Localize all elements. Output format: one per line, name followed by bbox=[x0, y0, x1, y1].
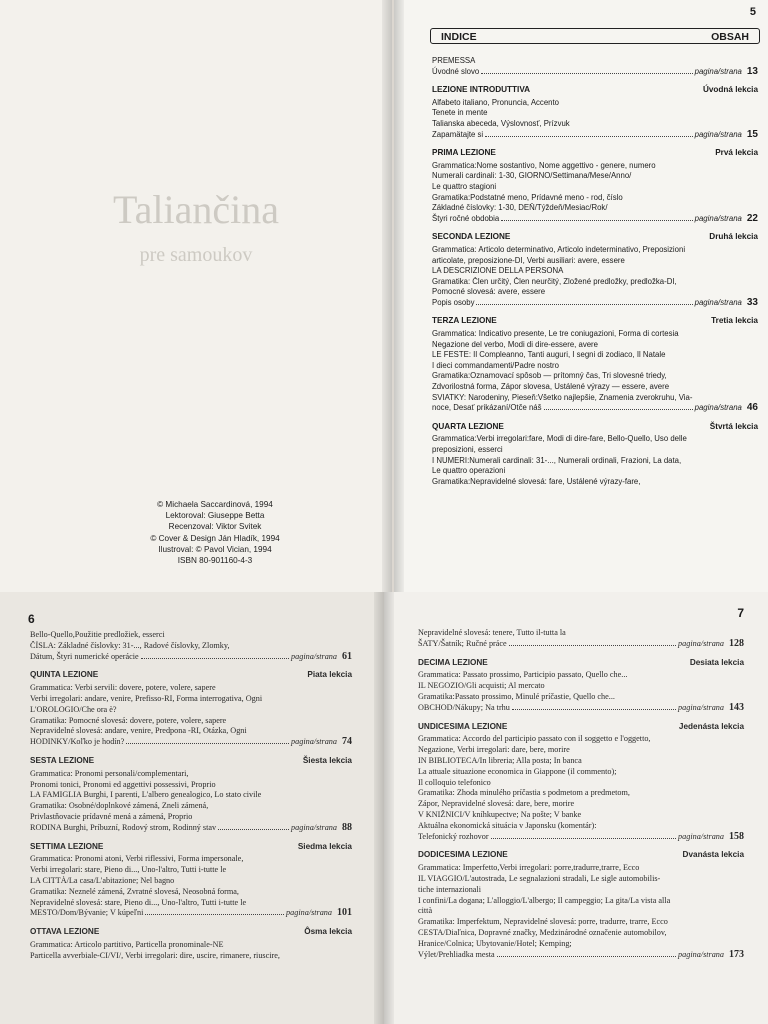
content-line: Nepravidelné slovesá: andare, venire, Predpona -RI, Otázka, Ogni bbox=[30, 726, 247, 736]
content-line: L'OROLOGIO/Che ora è? bbox=[30, 704, 117, 714]
index-header bbox=[430, 28, 760, 44]
lesson-heading bbox=[418, 722, 744, 733]
page-ref-number: 128 bbox=[729, 637, 744, 649]
lesson-title-it: QUINTA LEZIONE bbox=[30, 670, 99, 680]
toc-section bbox=[418, 658, 744, 714]
content-line: Grammatica: Pronomi atoni, Verbi riflessivi, Forma impersonale, bbox=[30, 854, 244, 864]
dot-leader bbox=[509, 645, 676, 646]
content-line: SVIATKY: Narodeniny, Pieseň:Všetko najlepšie, Znamenia zverokruhu, Via- bbox=[432, 392, 693, 402]
copyright-credits bbox=[120, 499, 310, 566]
lesson-heading bbox=[30, 842, 352, 853]
content-line: Zápor, Nepravidelné slovesá: dare, bere, morire bbox=[418, 799, 575, 809]
table-of-contents bbox=[418, 628, 744, 960]
content-line: Le quattro stagioni bbox=[432, 181, 497, 191]
content-line: Negazione, Verbi irregolari: dare, bere, morire bbox=[418, 745, 570, 755]
content-line: Gramatika: Imperfektum, Nepravidelné slovesá: porre, tradurre, trarre, Ecco bbox=[418, 917, 668, 927]
reference-text: Popis osoby bbox=[432, 297, 475, 307]
page-gutter bbox=[394, 0, 404, 592]
page-gutter bbox=[374, 592, 384, 1024]
lesson-heading bbox=[432, 316, 758, 327]
page-reference bbox=[418, 950, 744, 961]
content-line: Privlastňovacie prídavné mená a zámená, Proprio bbox=[30, 811, 193, 821]
index-header-left: INDICE bbox=[441, 31, 477, 43]
page-number: 6 bbox=[28, 612, 35, 626]
lesson-title-sk: Jedenásta lekcia bbox=[678, 721, 744, 731]
toc-section bbox=[432, 85, 758, 140]
lesson-title-it: PRIMA LEZIONE bbox=[432, 148, 496, 158]
page-label: pagina/strana bbox=[678, 949, 724, 959]
content-line: Gramatika: Neznelé zámená, Zvratné slovesá, Neosobná forma, bbox=[30, 886, 239, 896]
dot-leader bbox=[141, 658, 289, 659]
page-reference bbox=[418, 639, 744, 650]
toc-section bbox=[432, 148, 758, 224]
credit-line: © Michaela Saccardinová, 1994 bbox=[157, 500, 273, 509]
content-line: Grammatica: Pronomi personali/complementari, bbox=[30, 768, 189, 778]
page-ref-number: 173 bbox=[729, 948, 744, 960]
lesson-title-sk: Úvodná lekcia bbox=[702, 85, 758, 95]
content-line: Particella avverbiale-CI/VI/, Verbi irregolari: dire, uscire, rimanere, riuscire, bbox=[30, 950, 280, 960]
lesson-heading bbox=[418, 850, 744, 861]
lesson-title-sk: Desiata lekcia bbox=[689, 657, 744, 667]
content-line: LA DESCRIZIONE DELLA PERSONA bbox=[432, 266, 564, 276]
show-through-subtitle: pre samoukov bbox=[139, 244, 253, 266]
page-label: pagina/strana bbox=[291, 737, 337, 747]
page-reference bbox=[432, 214, 758, 225]
dot-leader bbox=[481, 73, 692, 74]
dot-leader bbox=[476, 304, 692, 305]
content-line: Verbi irregolari: andare, venire, Prefisso-RI, Forma interrogativa, Ogni bbox=[30, 693, 263, 703]
page-label: pagina/strana bbox=[694, 403, 742, 413]
content-line: Verbi irregolari: stare, Pieno di..., Uno-l'altro, Tutti i-tutte le bbox=[30, 865, 227, 875]
content-line: Grammatica: Indicativo presente, Le tre coniugazioni, Forma di cortesia bbox=[432, 329, 679, 339]
content-line: Gramatika:Oznamovací spôsob — prítomný čas, Tri slovesné triedy, bbox=[432, 371, 667, 381]
page-label: pagina/strana bbox=[678, 638, 724, 648]
page-ref-number: 13 bbox=[746, 65, 758, 77]
content-line: Bello-Quello,Použitie predložiek, esserci bbox=[30, 630, 165, 639]
content-line: tiche internazionali bbox=[418, 884, 481, 894]
lesson-heading bbox=[30, 670, 352, 681]
toc-section bbox=[432, 316, 758, 413]
page-ref-number: 158 bbox=[729, 830, 744, 842]
content-line: Grammatica: Verbi servili: dovere, potere, volere, sapere bbox=[30, 683, 216, 693]
page-reference bbox=[418, 832, 744, 843]
content-line: Grammatica: Imperfetto,Verbi irregolari: porre,tradurre,trarre, Ecco bbox=[418, 863, 640, 873]
lesson-title-it: SESTA LEZIONE bbox=[30, 755, 95, 765]
page-7 bbox=[384, 592, 768, 1024]
lesson-heading bbox=[418, 658, 744, 669]
page-label: pagina/strana bbox=[678, 702, 724, 712]
credit-line: Lektoroval: Giuseppe Betta bbox=[165, 511, 265, 521]
dot-leader bbox=[126, 743, 289, 744]
toc-section bbox=[30, 927, 352, 961]
reference-text: MESTO/Dom/Bývanie; V kúpeľni bbox=[30, 908, 144, 918]
table-of-contents bbox=[432, 56, 758, 487]
content-line: V KNIŽNICI/V kníhkupectve; Na pošte; V banke bbox=[418, 809, 582, 819]
lesson-heading bbox=[432, 232, 758, 243]
content-line: preposizioni, esserci bbox=[432, 445, 503, 454]
dot-leader bbox=[497, 956, 676, 957]
content-line: Grammatica: Articolo determinativo, Articolo indeterminativo, Preposizioni bbox=[432, 244, 686, 254]
lesson-title-it: SECONDA LEZIONE bbox=[432, 232, 511, 242]
page-reference bbox=[30, 737, 352, 748]
content-line: Nepravidelné slovesá: stare, Pieno di..., Uno-l'altro, Tutti i-tutte le bbox=[30, 897, 247, 907]
lesson-title-it: DECIMA LEZIONE bbox=[418, 657, 488, 667]
page-reference bbox=[30, 908, 352, 919]
lesson-heading bbox=[30, 756, 352, 767]
credit-line: Ilustroval: © Pavol Vician, 1994 bbox=[158, 544, 272, 554]
page-ref-number: 46 bbox=[746, 402, 758, 414]
page-ref-number: 61 bbox=[342, 650, 352, 662]
reference-text: Zapamätajte si bbox=[432, 129, 484, 139]
toc-section bbox=[432, 422, 758, 488]
content-line: IL NEGOZIO/Gli acquisti; Al mercato bbox=[418, 681, 545, 691]
content-line: Il colloquio telefonico bbox=[418, 777, 491, 787]
content-line: Gramatika:Passato prossimo, Minulé príčastie, Quello che... bbox=[418, 691, 615, 701]
dot-leader bbox=[512, 709, 676, 710]
toc-section bbox=[30, 756, 352, 834]
page-6 bbox=[0, 592, 384, 1024]
reference-text: Štyri ročné obdobia bbox=[432, 213, 500, 223]
content-line: Grammatica:Verbi irregolari:fare, Modi di dire-fare, Bello-Quello, Uso delle bbox=[432, 434, 687, 444]
content-line: Nepravidelné slovesá: tenere, Tutto il-tutta la bbox=[418, 628, 566, 637]
toc-section bbox=[30, 842, 352, 920]
page-reference bbox=[30, 652, 352, 663]
content-line: LA CITTÀ/La casa/L'abitazione; Nel bagno bbox=[30, 875, 175, 885]
isbn: ISBN 80-901160-4-3 bbox=[177, 556, 253, 566]
page-gutter bbox=[382, 0, 392, 592]
content-line: Talianska abeceda, Výslovnosť, Prízvuk bbox=[432, 118, 570, 128]
lesson-title-sk: Piata lekcia bbox=[307, 670, 352, 680]
content-line: IL VIAGGIO/L'autostrada, Le segnalazioni stradali, Le sigle automobilis- bbox=[418, 873, 661, 883]
credit-line: © Cover & Design Ján Hladík, 1994 bbox=[150, 533, 280, 543]
dot-leader bbox=[145, 914, 284, 915]
page-reference bbox=[432, 403, 758, 414]
reference-text: HODINKY/Koľko je hodín? bbox=[30, 737, 125, 747]
lesson-title-it: DODICESIMA LEZIONE bbox=[418, 850, 508, 860]
content-line: LE FESTE: Il Compleanno, Tanti auguri, I segni di zodiaco, Il Natale bbox=[432, 350, 666, 360]
content-line: Pomocné slovesá: avere, essere bbox=[432, 287, 546, 297]
content-line: Základné číslovky: 1-30, DEŇ/Týždeň/Mesiac/Rok/ bbox=[432, 203, 608, 213]
reference-text: Dátum, Štyri numerické operácie bbox=[30, 651, 139, 661]
reference-text: noce, Desať prikázaní/Otče náš bbox=[432, 403, 542, 413]
page-reference bbox=[432, 130, 758, 141]
show-through-title: Taliančina bbox=[113, 187, 279, 232]
reference-text: RODINA Burghi, Príbuzní, Rodový strom, Rodinný stav bbox=[30, 822, 217, 832]
content-line: Gramatika: Osobné/doplnkové zámená, Zneli zámená, bbox=[30, 801, 209, 811]
content-line: Aktuálna ekonomická situácia v Japonsku (komentár): bbox=[418, 820, 597, 830]
lesson-title-it: UNDICESIMA LEZIONE bbox=[418, 721, 508, 731]
content-line: Tenete in mente bbox=[432, 108, 488, 118]
reference-text: Úvodné slovo bbox=[432, 66, 480, 76]
content-line: I NUMERI:Numerali cardinali: 31-..., Numerali ordinali, Frazioni, La data, bbox=[432, 455, 682, 465]
reference-text: ŠATY/Šatník; Ručné práce bbox=[418, 638, 507, 648]
lesson-title-sk: Tretia lekcia bbox=[711, 316, 758, 326]
content-line: I confini/La dogana; L'alloggio/L'albergo; Il campeggio; La gita/La vista alla bbox=[418, 895, 671, 905]
toc-section bbox=[30, 630, 352, 662]
lesson-heading bbox=[30, 927, 352, 938]
reference-text: Telefonický rozhovor bbox=[418, 831, 489, 841]
toc-section bbox=[418, 722, 744, 843]
content-line: Gramatika: Pomocné slovesá: dovere, potere, volere, sapere bbox=[30, 715, 227, 725]
lesson-title-it: OTTAVA LEZIONE bbox=[30, 927, 100, 937]
page-label: pagina/strana bbox=[694, 297, 742, 307]
content-line: Pronomi tonici, Pronomi ed aggettivi possessivi, Proprio bbox=[30, 779, 216, 789]
lesson-title-it: QUARTA LEZIONE bbox=[432, 421, 504, 431]
page-label: pagina/strana bbox=[291, 822, 337, 832]
page-reference bbox=[30, 823, 352, 834]
lesson-title-it: TERZA LEZIONE bbox=[432, 316, 497, 326]
page-4 bbox=[0, 0, 392, 592]
content-line: Zdvorilostná forma, Zápor slovesa, Ustálené výrazy — essere, avere bbox=[432, 382, 670, 392]
page-label: pagina/strana bbox=[694, 213, 742, 223]
page-reference bbox=[432, 298, 758, 309]
lesson-title-sk: Šiesta lekcia bbox=[302, 755, 352, 765]
content-line: IN BIBLIOTECA/In libreria; Alla posta; In banca bbox=[418, 755, 582, 765]
credit-line: Recenzoval: Viktor Svitek bbox=[168, 522, 262, 532]
page-label: pagina/strana bbox=[694, 66, 742, 76]
page-reference bbox=[418, 703, 744, 714]
content-line: città bbox=[418, 906, 433, 916]
page-ref-number: 33 bbox=[746, 296, 758, 308]
content-line: Gramatika:Nepravidelné slovesá: fare, Ustálené výrazy-fare, bbox=[432, 476, 641, 486]
content-line: Grammatica: Passato prossimo, Participio passato, Quello che... bbox=[418, 670, 628, 680]
page-gutter bbox=[384, 592, 394, 1024]
content-line: Grammatica:Nome sostantivo, Nome aggettivo - genere, numero bbox=[432, 160, 656, 170]
content-line: Le quattro operazioni bbox=[432, 466, 506, 476]
page-ref-number: 74 bbox=[342, 736, 352, 748]
page-ref-number: 143 bbox=[729, 701, 744, 713]
lesson-title-it: LEZIONE INTRODUTTIVA bbox=[432, 85, 531, 95]
dot-leader bbox=[485, 136, 692, 137]
page-label: pagina/strana bbox=[678, 831, 724, 841]
lesson-title-sk: Siedma lekcia bbox=[297, 841, 352, 851]
content-line: I dieci commandamenti/Padre nostro bbox=[432, 360, 559, 370]
page-label: pagina/strana bbox=[694, 129, 742, 139]
page-number: 7 bbox=[737, 606, 744, 620]
lesson-title-sk: Dvanásta lekcia bbox=[682, 850, 744, 860]
toc-section bbox=[30, 670, 352, 748]
content-line: CESTA/Diaľnica, Dopravné značky, Medzinárodné označenie automobilov, bbox=[418, 927, 667, 937]
page-ref-number: 15 bbox=[746, 128, 758, 140]
page-ref-number: 101 bbox=[337, 907, 352, 919]
table-of-contents bbox=[30, 630, 352, 962]
lesson-title-sk: Ôsma lekcia bbox=[304, 927, 352, 937]
dot-leader bbox=[218, 829, 289, 830]
page-5 bbox=[394, 0, 768, 592]
toc-section bbox=[418, 850, 744, 960]
content-line: Gramatika: Zhoda minulého príčastia s podmetom a predmetom, bbox=[418, 788, 630, 798]
lesson-heading bbox=[432, 422, 758, 433]
reference-text: Výlet/Prehliadka mesta bbox=[418, 949, 495, 959]
content-line: Negazione del verbo, Modi di dire-essere, avere bbox=[432, 339, 598, 349]
content-line: LA FAMIGLIA Burghi, I parenti, L'albero genealogico, Lo stato civile bbox=[30, 790, 262, 800]
lesson-title-sk: Štvrtá lekcia bbox=[709, 421, 758, 431]
lesson-title-it: SETTIMA LEZIONE bbox=[30, 841, 104, 851]
toc-section bbox=[432, 232, 758, 308]
page-label: pagina/strana bbox=[291, 651, 337, 661]
content-line: Alfabeto italiano, Pronuncia, Accento bbox=[432, 97, 560, 107]
content-line: PREMESSA bbox=[432, 56, 476, 65]
page-reference bbox=[432, 67, 758, 78]
toc-section bbox=[432, 56, 758, 77]
content-line: Numerali cardinali: 1-30, GIORNO/Settimana/Mese/Anno/ bbox=[432, 171, 632, 181]
page-number: 5 bbox=[749, 6, 756, 18]
lesson-heading bbox=[432, 85, 758, 96]
content-line: Gramatika:Podstatné meno, Prídavné meno - rod, číslo bbox=[432, 192, 623, 202]
content-line: La attuale situazione economica in Giappone (il commento); bbox=[418, 766, 617, 776]
content-line: Grammatica: Accordo del participio passato con il soggetto e l'oggetto, bbox=[418, 734, 651, 744]
content-line: Gramatika: Člen určitý, Člen neurčitý, Zložené predložky, predložka-DI, bbox=[432, 276, 677, 286]
index-header-right: OBSAH bbox=[711, 31, 749, 43]
lesson-title-sk: Druhá lekcia bbox=[709, 232, 758, 242]
content-line: Hranice/Colnica; Ubytovanie/Hotel; Kemping; bbox=[418, 938, 572, 948]
content-line: articolate, preposizione-DI, Verbi ausiliari: avere, essere bbox=[432, 255, 625, 265]
dot-leader bbox=[491, 838, 676, 839]
toc-section bbox=[418, 628, 744, 650]
page-label: pagina/strana bbox=[286, 908, 332, 918]
dot-leader bbox=[501, 220, 692, 221]
content-line: Grammatica: Articolo partitivo, Particella pronominale-NE bbox=[30, 939, 224, 949]
reference-text: OBCHOD/Nákupy; Na trhu bbox=[418, 702, 510, 712]
page-ref-number: 88 bbox=[342, 821, 352, 833]
lesson-title-sk: Prvá lekcia bbox=[715, 148, 758, 158]
page-ref-number: 22 bbox=[746, 212, 758, 224]
lesson-heading bbox=[432, 148, 758, 159]
content-line: ČÍSLA: Základné číslovky: 31-..., Radové číslovky, Zlomky, bbox=[30, 640, 230, 650]
dot-leader bbox=[544, 409, 693, 410]
